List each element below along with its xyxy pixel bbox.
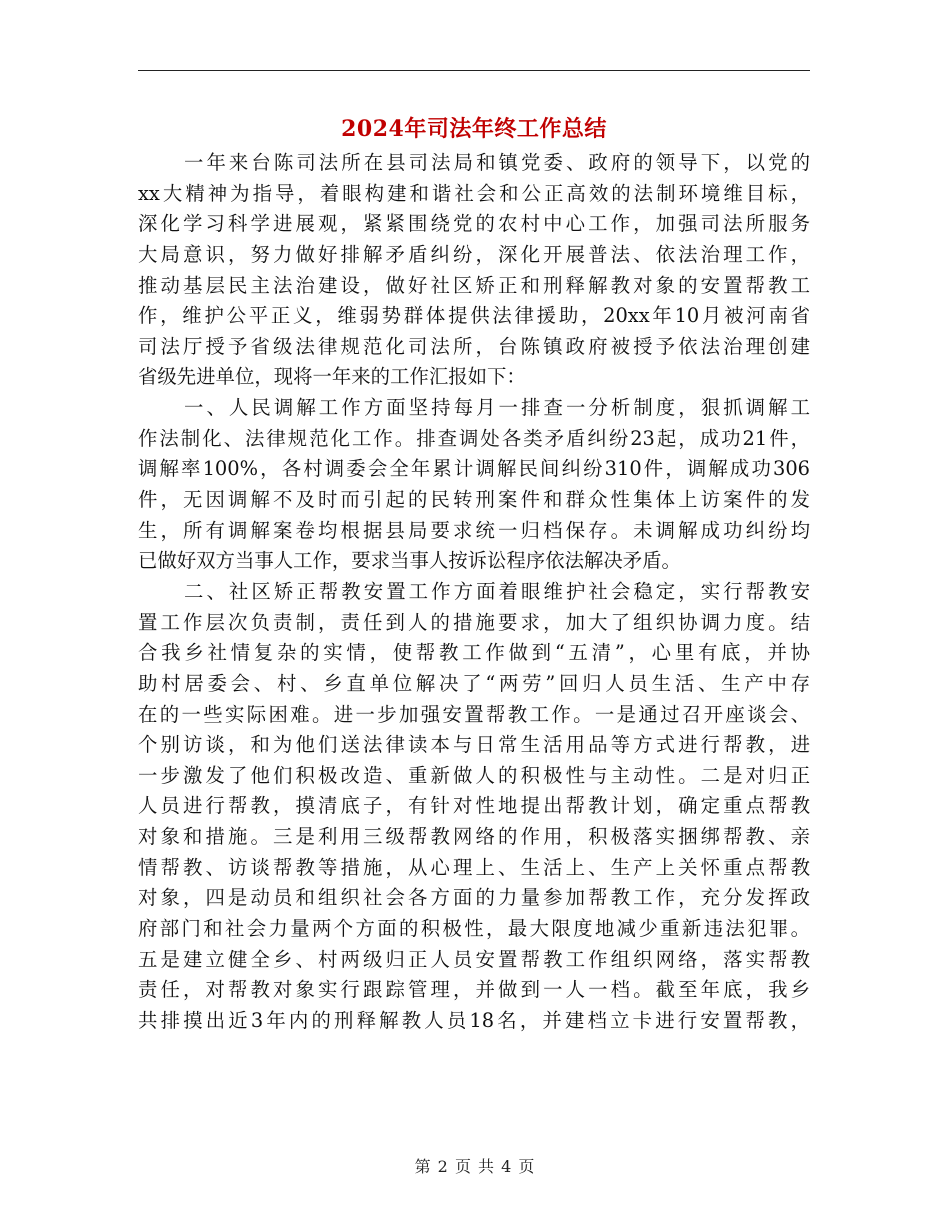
body-line: 五是建立健全乡、村两级归正人员安置帮教工作组织网络，落实帮教 xyxy=(138,947,810,971)
body-line: 助村居委会、村、乡直单位解决了“两劳”回归人员生活、生产中存 xyxy=(138,671,810,695)
body-line: 府部门和社会力量两个方面的积极性，最大限度地减少重新违法犯罪。 xyxy=(138,917,810,941)
body-line: 情帮教、访谈帮教等措施，从心理上、生活上、生产上关怀重点帮教 xyxy=(138,855,810,879)
body-line: 合我乡社情复杂的实情，使帮教工作做到“五清”，心里有底，并协 xyxy=(138,641,810,665)
body-line: xx大精神为指导，着眼构建和谐社会和公正高效的法制环境维目标， xyxy=(138,181,810,205)
body-line: 个别访谈，和为他们送法律读本与日常生活用品等方式进行帮教，进 xyxy=(138,733,810,757)
body-line: 对象和措施。三是利用三级帮教网络的作用，积极落实捆绑帮教、亲 xyxy=(138,825,810,849)
body-line: 推动基层民主法治建设，做好社区矫正和刑释解教对象的安置帮教工 xyxy=(138,273,810,297)
body-line: 深化学习科学进展观，紧紧围绕党的农村中心工作，加强司法所服务 xyxy=(138,212,810,236)
body-line: 置工作层次负责制，责任到人的措施要求，加大了组织协调力度。结 xyxy=(138,610,810,634)
body-line: 共排摸出近3年内的刑释解教人员18名，并建档立卡进行安置帮教， xyxy=(138,1008,810,1032)
document-title: 2024年司法年终工作总结 xyxy=(341,116,607,142)
body-line: 人员进行帮教，摸清底子，有针对性地提出帮教计划，确定重点帮教 xyxy=(138,794,810,818)
body-line: 作法制化、法律规范化工作。排查调处各类矛盾纠纷23起，成功21件， xyxy=(138,426,810,450)
body-line: 二、社区矫正帮教安置工作方面着眼维护社会稳定，实行帮教安 xyxy=(184,579,810,603)
page-number: 第 2 页 共 4 页 xyxy=(414,1157,536,1176)
body-line: 责任，对帮教对象实行跟踪管理，并做到一人一档。截至年底，我乡 xyxy=(138,978,810,1002)
body-line: 省级先进单位，现将一年来的工作汇报如下： xyxy=(138,365,526,389)
document-body xyxy=(138,148,810,1037)
body-line: 一、人民调解工作方面坚持每月一排查一分析制度，狠抓调解工 xyxy=(184,396,810,420)
body-line: 在的一些实际困难。进一步加强安置帮教工作。一是通过召开座谈会、 xyxy=(138,702,810,726)
body-line: 一步激发了他们积极改造、重新做人的积极性与主动性。二是对归正 xyxy=(138,763,810,787)
body-line: 大局意识，努力做好排解矛盾纠纷，深化开展普法、依法治理工作， xyxy=(138,242,810,266)
body-line: 调解率100%，各村调委会全年累计调解民间纠纷310件，调解成功306 xyxy=(138,457,810,481)
body-line: 件，无因调解不及时而引起的民转刑案件和群众性集体上访案件的发 xyxy=(138,488,810,512)
header-rule xyxy=(138,70,810,71)
body-line: 生，所有调解案卷均根据县局要求统一归档保存。未调解成功纠纷均 xyxy=(138,518,810,542)
body-line: 司法厅授予省级法律规范化司法所，台陈镇政府被授予依法治理创建 xyxy=(138,334,810,358)
body-line: 对象，四是动员和组织社会各方面的力量参加帮教工作，充分发挥政 xyxy=(138,886,810,910)
body-line: 已做好双方当事人工作，要求当事人按诉讼程序依法解决矛盾。 xyxy=(138,549,681,573)
body-line: 一年来台陈司法所在县司法局和镇党委、政府的领导下，以党的 xyxy=(184,151,810,174)
body-line: 作，维护公平正义，维弱势群体提供法律援助，20xx年10月被河南省 xyxy=(138,304,810,328)
